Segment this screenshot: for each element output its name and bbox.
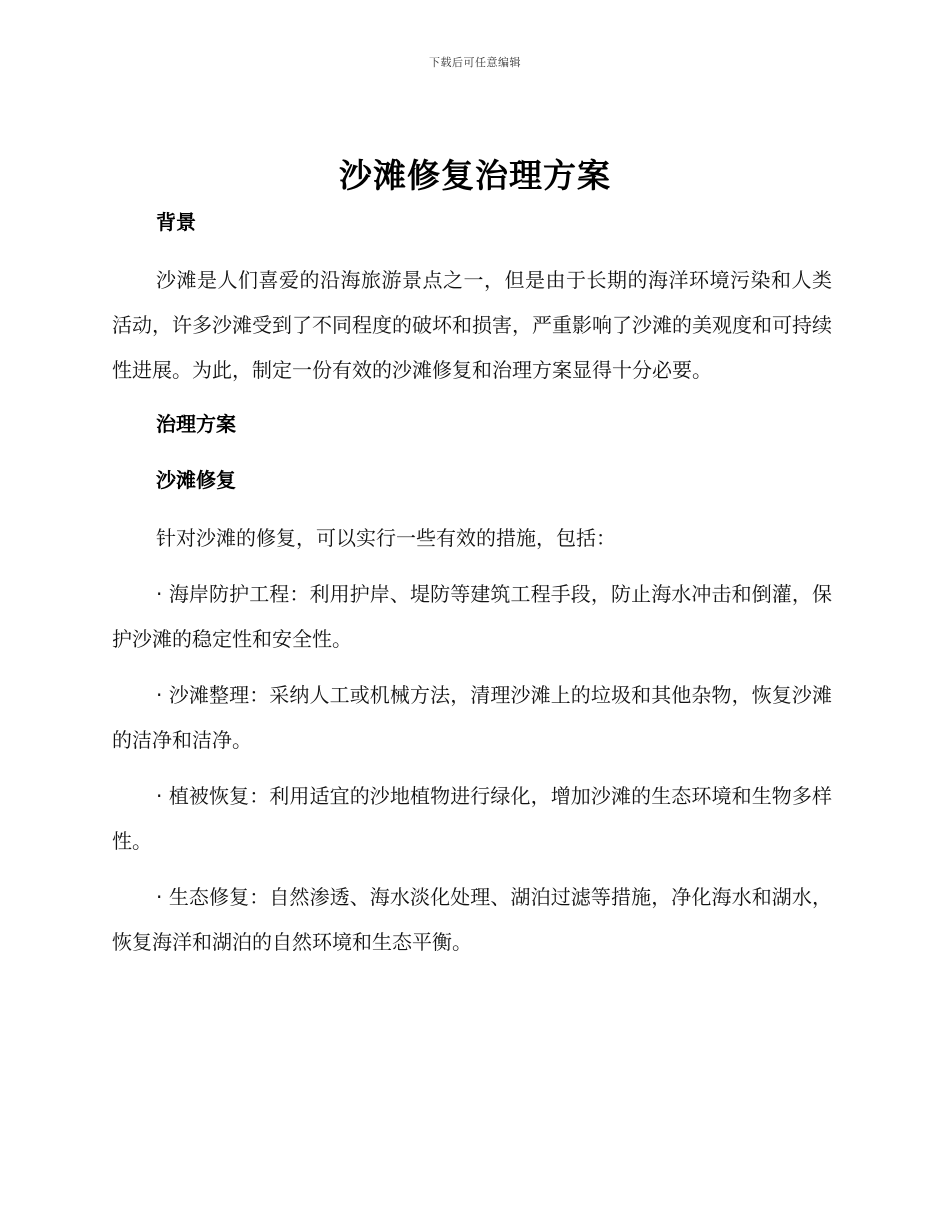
measure-item: · 生态修复：自然渗透、海水淡化处理、湖泊过滤等措施，净化海水和湖水，恢复海洋和湖泊的自然环境和生态平衡。 <box>112 885 832 954</box>
section-heading-repair: 沙滩修复 <box>156 468 236 492</box>
document-body <box>112 202 832 976</box>
measure-item: · 海岸防护工程：利用护岸、堤防等建筑工程手段，防止海水冲击和倒灌，保护沙滩的稳定性和安全性。 <box>112 582 832 651</box>
measure-item: · 植被恢复：利用适宜的沙地植物进行绿化，增加沙滩的生态环境和生物多样性。 <box>112 784 832 853</box>
document-title: 沙滩修复治理方案 <box>339 156 611 195</box>
section-heading-plan: 治理方案 <box>156 412 236 436</box>
repair-intro-paragraph: 针对沙滩的修复，可以实行一些有效的措施，包括： <box>156 526 616 550</box>
header-note: 下载后可任意编辑 <box>429 56 521 69</box>
measure-item: · 沙滩整理：采纳人工或机械方法，清理沙滩上的垃圾和其他杂物，恢复沙滩的洁净和洁净。 <box>112 683 832 752</box>
section-heading-background: 背景 <box>156 210 196 234</box>
background-paragraph: 沙滩是人们喜爱的沿海旅游景点之一，但是由于长期的海洋环境污染和人类活动，许多沙滩受到了不同程度的破坏和损害，严重影响了沙滩的美观度和可持续性进展。为此，制定一份有效的沙滩修复和治理方案显得十分必要。 <box>112 268 832 382</box>
